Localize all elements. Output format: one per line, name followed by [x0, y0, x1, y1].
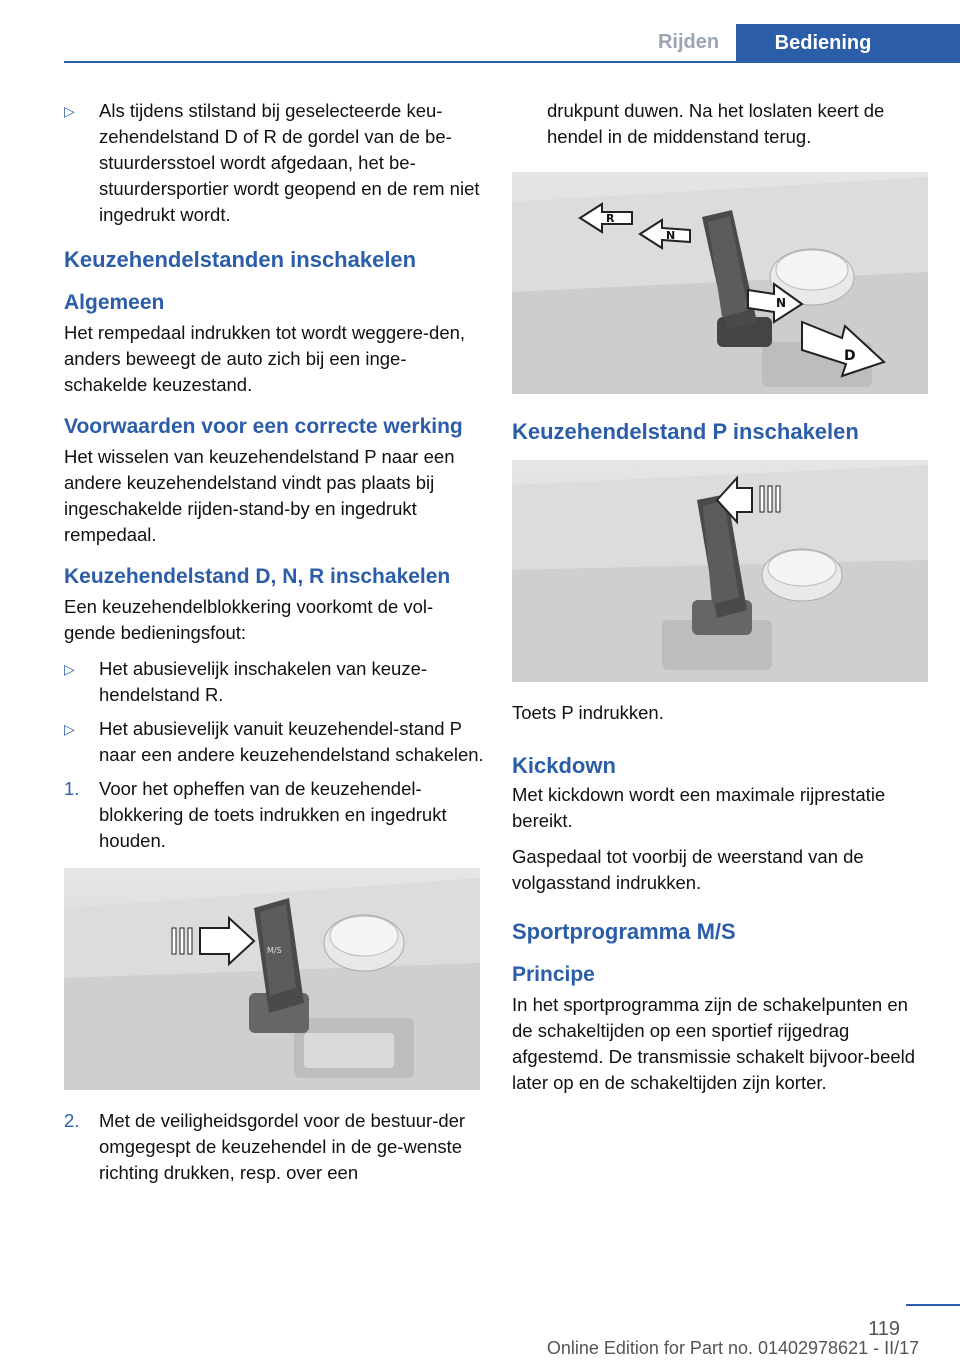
- list-item: [64, 1108, 484, 1186]
- page-number: 119: [868, 1318, 900, 1340]
- subsection-heading: Principe: [512, 963, 595, 986]
- step-number: 2.: [64, 1110, 80, 1131]
- left-column: [64, 98, 484, 1194]
- paragraph: Het rempedaal indrukken tot wordt weggere-den, anders beweegt de auto zich bij een inge-schakelde keuzestand.: [64, 322, 466, 395]
- label-n: N: [776, 296, 787, 310]
- paragraph: drukpunt duwen. Na het loslaten keert de hendel in de middenstand terug.: [547, 100, 885, 147]
- figure-button-press: [64, 868, 480, 1090]
- section-heading: Keuzehendelstand P inschakelen: [512, 419, 859, 444]
- list-item: [64, 656, 484, 708]
- section-heading: Keuzehendelstanden inschakelen: [64, 247, 417, 272]
- subsection-heading: Voorwaarden voor een correcte werking: [64, 415, 463, 438]
- subsection-heading: Keuzehendelstand D, N, R inschakelen: [64, 565, 451, 588]
- tab-rijden[interactable]: Rijden: [657, 31, 720, 53]
- figure-lever-positions: [512, 172, 928, 394]
- figure-p-button: [512, 460, 928, 682]
- paragraph: Het wisselen van keuzehendelstand P naar een andere keuzehendelstand vindt pas plaats bij ingeschakelde rijden-stand-by en ingedrukt rempedaal.: [64, 446, 455, 545]
- bullet-text: Als tijdens stilstand bij geselecteerde keu-zehendelstand D of R de gordel van de be-stuurdersstoel wordt afgedaan, het be-stuurdersportier wordt geopend en de rem niet ingedrukt wordt.: [99, 100, 480, 225]
- paragraph: In het sportprogramma zijn de schakelpunten en de schakeltijden op een sportief rijgedrag afgestemd. De transmissie schakelt bijvoor-beeld later op en de schakeltijden zijn korter.: [512, 994, 916, 1093]
- label-d: D: [844, 348, 856, 364]
- step-number: 1.: [64, 778, 80, 799]
- paragraph: Met kickdown wordt een maximale rijprestatie bereikt.: [512, 784, 886, 831]
- subsection-heading: Algemeen: [64, 291, 165, 314]
- svg-text:M/S: M/S: [267, 946, 282, 955]
- label-n: N: [666, 229, 676, 242]
- list-item: [64, 98, 484, 228]
- paragraph: Een keuzehendelblokkering voorkomt de vol-gende bedieningsfout:: [64, 596, 434, 643]
- right-column: [512, 98, 932, 1106]
- triangle-right-icon: ▷: [64, 661, 75, 677]
- triangle-right-icon: ▷: [64, 721, 75, 737]
- label-r: R: [606, 212, 615, 225]
- paragraph: Gaspedaal tot voorbij de weerstand van de volgasstand indrukken.: [512, 846, 864, 893]
- triangle-right-icon: ▷: [64, 103, 75, 119]
- step-text: Met de veiligheidsgordel voor de bestuur-der omgegespt de keuzehendel in de ge-wenste richting drukken, resp. over een: [99, 1110, 466, 1183]
- list-item: [64, 776, 484, 854]
- step-text: Voor het opheffen van de keuzehendel-blokkering de toets indrukken en ingedrukt houden.: [99, 778, 447, 851]
- section-heading: Kickdown: [512, 753, 616, 778]
- paragraph: Toets P indrukken.: [512, 702, 664, 723]
- edition-footer: Online Edition for Part no. 01402978621 - II/17: [546, 1338, 920, 1358]
- tab-bediening[interactable]: Bediening: [736, 24, 960, 63]
- bullet-text: Het abusievelijk inschakelen van keuze-hendelstand R.: [99, 658, 428, 705]
- bullet-text: Het abusievelijk vanuit keuzehendel-stand P naar een andere keuzehendelstand schakelen.: [99, 718, 484, 765]
- footer-rule: [906, 1304, 960, 1306]
- section-heading: Sportprogramma M/S: [512, 919, 736, 944]
- list-item: [64, 716, 484, 768]
